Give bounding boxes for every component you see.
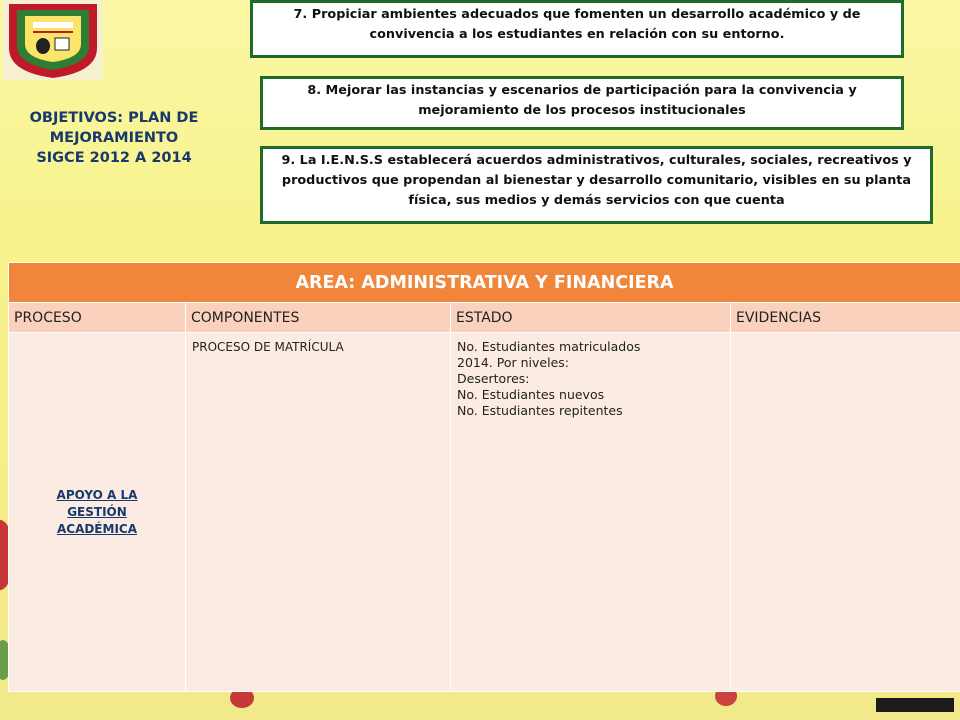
area-table bbox=[8, 262, 960, 692]
column-header-componentes: COMPONENTES bbox=[186, 303, 451, 333]
proceso-line: GESTIÓN bbox=[67, 504, 127, 519]
plan-title bbox=[14, 108, 214, 168]
estado-line: No. Estudiantes repitentes bbox=[457, 403, 623, 418]
proceso-line: ACADÉMICA bbox=[56, 521, 138, 536]
componentes-cell: PROCESO DE MATRÍCULA bbox=[186, 333, 451, 692]
column-header-evidencias: EVIDENCIAS bbox=[731, 303, 960, 333]
evidencias-cell bbox=[731, 333, 960, 692]
column-header-estado: ESTADO bbox=[451, 303, 731, 333]
objective-8-box: 8. Mejorar las instancias y escenarios de participación para la convivencia y mejoramiento de los procesos institucionales bbox=[260, 76, 904, 130]
estado-cell bbox=[451, 333, 731, 692]
watermark-logo bbox=[876, 698, 954, 712]
plan-title-line: OBJETIVOS: PLAN DE bbox=[29, 110, 199, 126]
plan-title-line: MEJORAMIENTO bbox=[49, 130, 179, 146]
column-header-proceso: PROCESO bbox=[9, 303, 186, 333]
proceso-line: APOYO A LA bbox=[56, 487, 138, 502]
estado-line: No. Estudiantes nuevos bbox=[457, 387, 605, 402]
plan-title-line: SIGCE 2012 A 2014 bbox=[36, 150, 192, 166]
proceso-cell bbox=[9, 333, 186, 692]
estado-line: 2014. Por niveles: bbox=[457, 355, 569, 370]
objective-7-box: 7. Propiciar ambientes adecuados que fomenten un desarrollo académico y de convivencia a los estudiantes en relación con su entorno. bbox=[250, 0, 904, 58]
estado-line: No. Estudiantes matriculados bbox=[457, 339, 641, 354]
estado-line: Desertores: bbox=[457, 371, 530, 386]
objective-9-box: 9. La I.E.N.S.S establecerá acuerdos administrativos, culturales, sociales, recreativos y productivos que propendan al bienestar y desarrollo comunitario, visibles en su planta física, sus medios y demás servicios con que cuenta bbox=[260, 146, 933, 224]
school-shield-icon bbox=[3, 0, 103, 80]
area-header: AREA: ADMINISTRATIVA Y FINANCIERA bbox=[9, 263, 960, 303]
school-logo bbox=[3, 0, 103, 80]
